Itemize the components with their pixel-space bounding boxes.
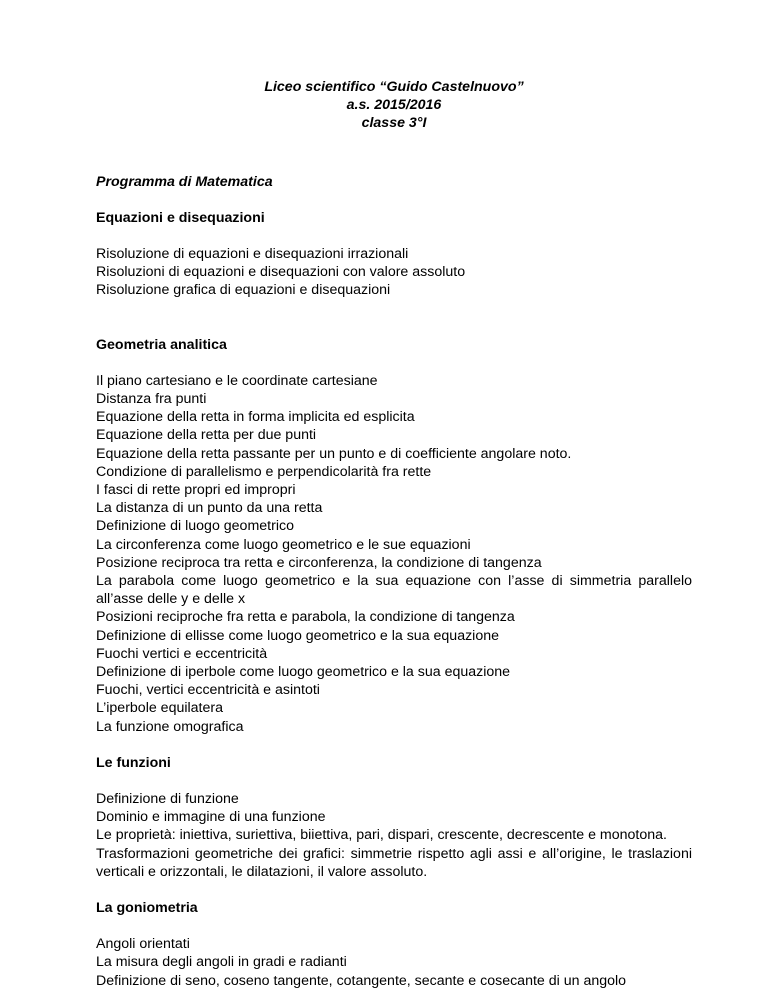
- list-item: Risoluzione di equazioni e disequazioni irrazionali: [96, 245, 409, 262]
- school-name: Liceo scientifico “Guido Castelnuovo”: [264, 79, 524, 95]
- list-item: L’iperbole equilatera: [96, 700, 223, 717]
- list-item: Fuochi, vertici eccentricità e asintoti: [96, 682, 320, 699]
- section-heading-equazioni: Equazioni e disequazioni: [96, 209, 265, 226]
- document-title: Programma di Matematica: [96, 173, 273, 190]
- list-item: Definizione di funzione: [96, 791, 239, 808]
- list-item: La distanza di un punto da una retta: [96, 500, 323, 517]
- section-heading-goniometria: La goniometria: [96, 900, 198, 917]
- list-item: Equazione della retta passante per un punto e di coefficiente angolare noto.: [96, 445, 572, 462]
- list-item: Angoli orientati: [96, 936, 190, 953]
- list-item: Definizione di ellisse come luogo geometrico e la sua equazione: [96, 627, 500, 644]
- document-page: [96, 78, 692, 990]
- list-item: La parabola come luogo geometrico e la sua equazione con l’asse di simmetria parallelo all’asse delle y e delle x: [96, 573, 692, 608]
- list-item: Equazione della retta per due punti: [96, 427, 317, 444]
- list-item: Distanza fra punti: [96, 390, 207, 407]
- list-item: La funzione omografica: [96, 718, 244, 735]
- list-item: Fuochi vertici e eccentricità: [96, 645, 268, 662]
- list-item: Risoluzioni di equazioni e disequazioni con valore assoluto: [96, 264, 466, 281]
- list-item: Le proprietà: iniettiva, suriettiva, biiettiva, pari, dispari, crescente, decrescente e monotona.: [96, 827, 667, 844]
- list-item: Posizioni reciproche fra retta e parabola, la condizione di tangenza: [96, 609, 515, 626]
- list-item: Il piano cartesiano e le coordinate cartesiane: [96, 372, 378, 389]
- school-year: a.s. 2015/2016: [346, 97, 442, 114]
- list-item: Equazione della retta in forma implicita ed esplicita: [96, 409, 415, 426]
- list-item: Posizione reciproca tra retta e circonferenza, la condizione di tangenza: [96, 554, 542, 571]
- class-name: classe 3°I: [361, 115, 427, 132]
- list-equazioni: [96, 245, 692, 300]
- list-item: La misura degli angoli in gradi e radianti: [96, 954, 347, 971]
- section-heading-geometria: Geometria analitica: [96, 336, 227, 353]
- list-item: Condizione di parallelismo e perpendicolarità fra rette: [96, 463, 432, 480]
- list-item: I fasci di rette propri ed impropri: [96, 482, 296, 498]
- list-geometria: [96, 372, 692, 736]
- section-heading-funzioni: Le funzioni: [96, 754, 171, 771]
- list-item: Definizione di iperbole come luogo geometrico e la sua equazione: [96, 664, 511, 681]
- list-item: Dominio e immagine di una funzione: [96, 809, 326, 826]
- document-header: [96, 78, 692, 133]
- list-funzioni: [96, 790, 692, 881]
- list-item: Definizione di seno, coseno tangente, cotangente, secante e cosecante di un angolo: [96, 972, 627, 989]
- list-item: La circonferenza come luogo geometrico e le sue equazioni: [96, 536, 471, 553]
- list-item: Definizione di luogo geometrico: [96, 518, 294, 535]
- list-goniometria: [96, 935, 692, 990]
- list-item: Trasformazioni geometriche dei grafici: simmetrie rispetto agli assi e all’origine, le traslazioni verticali e orizzontali, le dilatazioni, il valore assoluto.: [96, 845, 692, 880]
- list-item: Risoluzione grafica di equazioni e disequazioni: [96, 282, 391, 299]
